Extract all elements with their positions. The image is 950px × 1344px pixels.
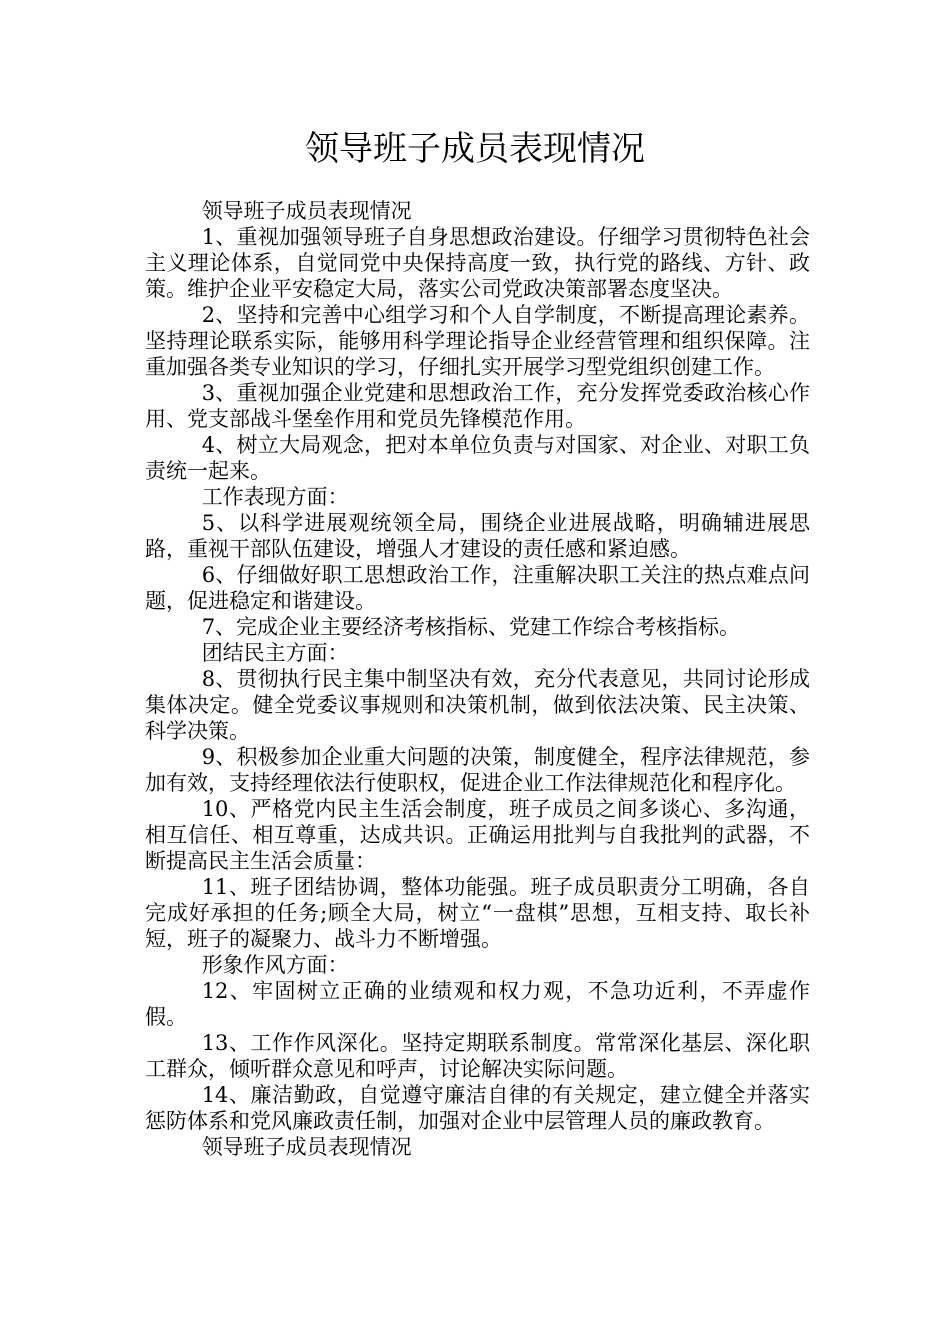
paragraph: 14、廉洁勤政，自觉遵守廉洁自律的有关规定，建立健全并落实惩防体系和党风廉政责任制，加强对企业中层管理人员的廉政教育。 bbox=[145, 1083, 810, 1133]
paragraph: 6、仔细做好职工思想政治工作，注重解决职工关注的热点难点问题，促进稳定和谐建设。 bbox=[145, 563, 810, 613]
paragraph: 2、坚持和完善中心组学习和个人自学制度，不断提高理论素养。坚持理论联系实际，能够用科学理论指导企业经营管理和组织保障。注重加强各类专业知识的学习，仔细扎实开展学习型党组织创建工作。 bbox=[145, 303, 810, 379]
paragraph: 5、以科学进展观统领全局，围绕企业进展战略，明确辅进展思路，重视干部队伍建设，增强人才建设的责任感和紧迫感。 bbox=[145, 511, 810, 561]
paragraph: 领导班子成员表现情况 bbox=[201, 199, 412, 223]
document-title: 领导班子成员表现情况 bbox=[305, 129, 645, 169]
paragraph: 领导班子成员表现情况 bbox=[201, 1135, 412, 1159]
paragraph: 12、牢固树立正确的业绩观和权力观，不急功近利，不弄虚作假。 bbox=[145, 979, 810, 1029]
paragraph: 13、工作作风深化。坚持定期联系制度。常常深化基层、深化职工群众，倾听群众意见和呼声，讨论解决实际问题。 bbox=[145, 1031, 810, 1081]
paragraph: 8、贯彻执行民主集中制坚决有效，充分代表意见，共同讨论形成集体决定。健全党委议事规则和决策机制，做到依法决策、民主决策、科学决策。 bbox=[145, 667, 810, 743]
paragraph: 3、重视加强企业党建和思想政治工作，充分发挥党委政治核心作用、党支部战斗堡垒作用和党员先锋模范作用。 bbox=[145, 381, 810, 431]
paragraph: 4、树立大局观念，把对本单位负责与对国家、对企业、对职工负责统一起来。 bbox=[145, 433, 810, 483]
document-body bbox=[145, 198, 810, 1160]
paragraph: 11、班子团结协调，整体功能强。班子成员职责分工明确，各自完成好承担的任务;顾全大局，树立“一盘棋”思想，互相支持、取长补短，班子的凝聚力、战斗力不断增强。 bbox=[145, 875, 810, 951]
section-heading: 形象作风方面： bbox=[201, 953, 349, 977]
section-heading: 团结民主方面： bbox=[201, 641, 349, 665]
paragraph: 7、完成企业主要经济考核指标、党建工作综合考核指标。 bbox=[201, 615, 741, 639]
paragraph: 1、重视加强领导班子自身思想政治建设。仔细学习贯彻特色社会主义理论体系，自觉同党中央保持高度一致，执行党的路线、方针、政策。维护企业平安稳定大局，落实公司党政决策部署态度坚决。 bbox=[145, 225, 810, 301]
section-heading: 工作表现方面： bbox=[201, 485, 349, 509]
paragraph: 9、积极参加企业重大问题的决策，制度健全，程序法律规范，参加有效，支持经理依法行使职权，促进企业工作法律规范化和程序化。 bbox=[145, 745, 810, 795]
paragraph: 10、严格党内民主生活会制度，班子成员之间多谈心、多沟通，相互信任、相互尊重，达成共识。正确运用批判与自我批判的武器，不断提高民主生活会质量： bbox=[145, 797, 810, 873]
